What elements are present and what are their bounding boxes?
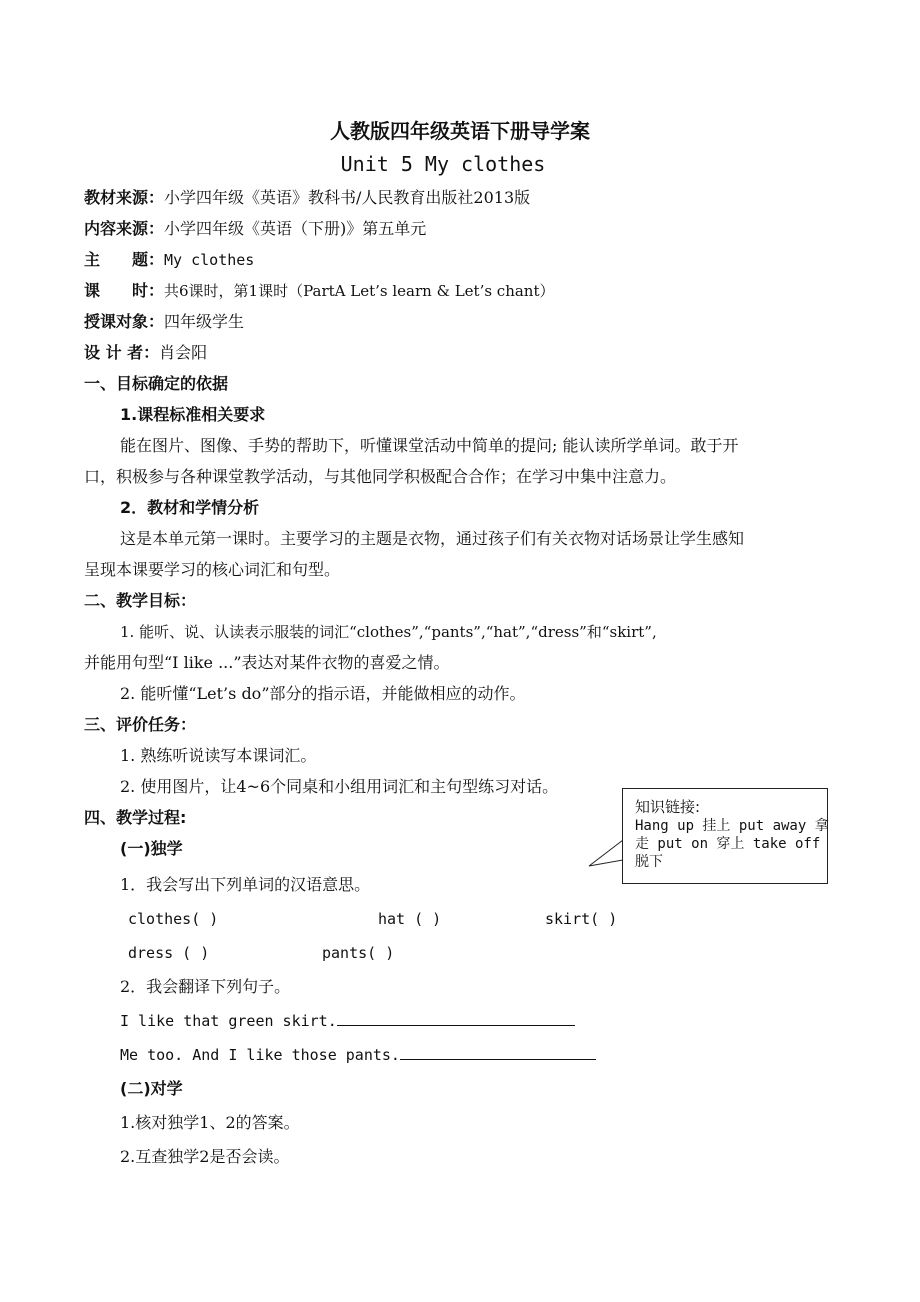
section1-para2-line1: 这是本单元第一课时。主要学习的主题是衣物，通过孩子们有关衣物对话场景让学生感知 <box>120 529 745 548</box>
translate-sentence: I like that green skirt. <box>120 1012 337 1030</box>
word-blank-dress[interactable]: dress ( ) <box>128 944 210 962</box>
meta-label: 教材来源： <box>84 188 165 207</box>
translate-sentence: Me too. And I like those pants. <box>120 1046 400 1064</box>
document-title: 人教版四年级英语下册导学案 <box>330 119 590 143</box>
meta-label: 课 时： <box>84 281 165 300</box>
meta-label: 设 计 者： <box>84 343 160 362</box>
callout-body: Hang up 挂上 put away 拿走 put on 穿上 take off 脱下 <box>635 818 829 870</box>
section4-check1: 1.核对独学1、2的答案。 <box>120 1113 300 1132</box>
section4-task2: 2．我会翻译下列句子。 <box>120 977 291 996</box>
meta-value: 小学四年级《英语（下册)》第五单元 <box>164 219 427 238</box>
section3-item1: 1. 熟练听说读写本课词汇。 <box>120 746 317 765</box>
translate-row-1 <box>120 1010 575 1032</box>
word-blank-clothes[interactable]: clothes( ) <box>128 910 219 928</box>
section1-sub2: 2．教材和学情分析 <box>120 498 260 517</box>
meta-label: 授课对象： <box>84 312 165 331</box>
section2-item2: 2. 能听懂“Let’s do”部分的指示语，并能做相应的动作。 <box>120 684 526 703</box>
meta-row-topic <box>84 249 254 271</box>
word-blank-hat[interactable]: hat ( ) <box>378 910 442 928</box>
meta-label: 主 题： <box>84 250 165 269</box>
section1-para2-line2: 呈现本课要学习的核心词汇和句型。 <box>84 560 341 579</box>
section1-sub1: 1.课程标准相关要求 <box>120 405 266 424</box>
knowledge-link-callout <box>622 788 828 884</box>
meta-row-lesson <box>84 280 555 302</box>
meta-value: 四年级学生 <box>164 312 245 331</box>
section2-item1-line2: 并能用句型“I like ...”表达对某件衣物的喜爱之情。 <box>84 653 450 672</box>
word-blank-pants[interactable]: pants( ) <box>322 944 395 962</box>
meta-value: 小学四年级《英语》教科书/人民教育出版社2013版 <box>164 188 531 207</box>
answer-line[interactable] <box>337 1010 575 1026</box>
section4-part2: (二)对学 <box>120 1079 183 1098</box>
translate-row-2 <box>120 1044 596 1066</box>
meta-label: 内容来源： <box>84 219 165 238</box>
answer-line[interactable] <box>400 1044 596 1060</box>
word-blank-skirt[interactable]: skirt( ) <box>545 910 618 928</box>
section3-heading: 三、评价任务： <box>84 715 197 734</box>
meta-value: My clothes <box>164 251 255 269</box>
meta-row-designer <box>84 342 207 364</box>
section3-item2: 2. 使用图片，让4~6个同桌和小组用词汇和主句型练习对话。 <box>120 777 559 796</box>
section2-item1-line1: 1. 能听、说、认读表示服装的词汇“clothes”,“pants”,“hat”,“dress”和“skirt”, <box>120 623 657 641</box>
section1-heading: 一、目标确定的依据 <box>84 374 229 393</box>
meta-row-source <box>84 187 530 209</box>
section4-part1: (一)独学 <box>120 839 183 858</box>
section1-para1-line1: 能在图片、图像、手势的帮助下，听懂课堂活动中简单的提问; 能认读所学单词。敢于开 <box>120 436 739 455</box>
section4-heading: 四、教学过程: <box>84 808 187 827</box>
meta-row-content <box>84 218 426 240</box>
section1-para1-line2: 口，积极参与各种课堂教学活动，与其他同学积极配合合作；在学习中集中注意力。 <box>84 467 677 486</box>
section4-check2: 2.互查独学2是否会读。 <box>120 1147 290 1166</box>
section2-heading: 二、教学目标： <box>84 591 197 610</box>
meta-value: 肖会阳 <box>159 343 208 362</box>
callout-title: 知识链接: <box>635 798 701 816</box>
section4-task1: 1．我会写出下列单词的汉语意思。 <box>120 875 371 894</box>
document-subtitle: Unit 5 My clothes <box>340 152 546 176</box>
meta-value: 共6课时，第1课时（PartA Let’s learn & Let’s chant） <box>164 282 555 300</box>
meta-row-audience <box>84 311 244 333</box>
